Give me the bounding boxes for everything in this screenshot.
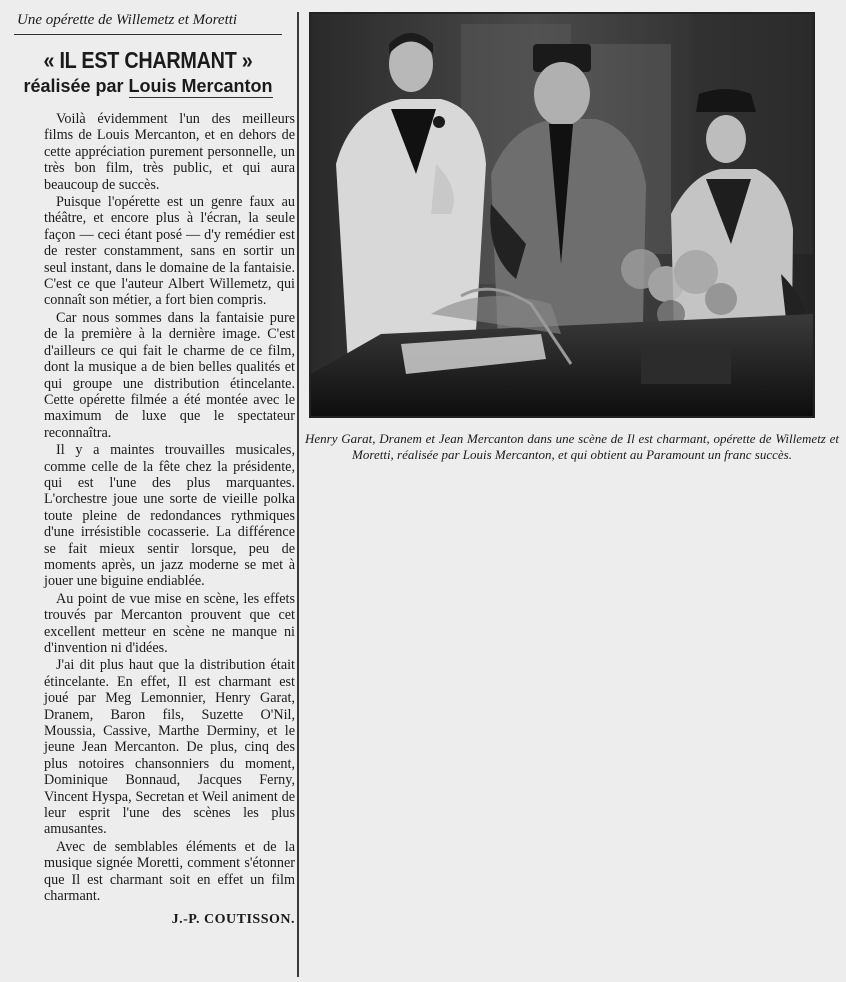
photo-illustration <box>311 14 813 416</box>
film-still-photo <box>309 12 815 418</box>
paragraph: Avec de semblables éléments et de la musique signée Moretti, comment s'étonner que Il est charmant soit en effet un film charmant. <box>44 838 295 905</box>
director-name: Louis Mercanton <box>128 76 273 96</box>
paragraph: Puisque l'opérette est un genre faux au théâtre, et encore plus à l'écran, la seule façon — ceci étant posé — d'y remédier est de rester constamment, sans en sortir un seul instant, dans le domaine de la fantaisie. C'est ce que l'auteur Albert Willemetz, qui connaît son métier, a fort bien compris. <box>44 194 295 309</box>
column-divider <box>297 12 299 977</box>
author-signature: J.-P. COUTISSON. <box>171 911 295 927</box>
paragraph: Car nous sommes dans la fantaisie pure de la première à la dernière image. C'est d'ailleurs ce qui fait le charme de ce film, dont la musique a de bien belles qualités et qui groupe une distribution étincelante. Cette opérette filmée a été montée avec le maximum de luxe que le spectateur reconnaîtra. <box>44 309 295 441</box>
paragraph: J'ai dit plus haut que la distribution était étincelante. En effet, Il est charmant est joué par Meg Lemonnier, Henry Garat, Dranem, Baron fils, Suzette O'Nil, Moussia, Cassive, Marthe Derminy, et le jeune Jean Mercanton. De plus, cinq des plus notoires chansonniers du moment, Dominique Bonnaud, Jacques Ferny, Vincent Hyspa, Secretan et Weil animent de leur esprit l'une des scènes les plus amusantes. <box>44 657 295 838</box>
paragraph: Voilà évidemment l'un des meilleurs films de Louis Mercanton, et en dehors de cette appréciation purement personnelle, un très bon film, très public, et qui aura beaucoup de succès. <box>44 111 295 193</box>
article-title: « IL EST CHARMANT » <box>43 47 253 73</box>
article-kicker: Une opérette de Willemetz et Moretti <box>14 12 282 35</box>
paragraph: Au point de vue mise en scène, les effets trouvés par Mercanton prouvent que cet excellent metteur en scène ne manque ni d'invention ni d'idées. <box>44 590 295 656</box>
article-body <box>44 111 295 928</box>
subtitle-prefix: réalisée par <box>23 76 124 96</box>
photo-caption: Henry Garat, Dranem et Jean Mercanton dans une scène de Il est charmant, opérette de Willemetz et Moretti, réalisée par Louis Mercanton, et qui obtient au Paramount un franc succès. <box>305 431 839 462</box>
article-header <box>14 12 282 99</box>
paragraph: Il y a maintes trouvailles musicales, comme celle de la fête chez la présidente, qui est l'une des plus marquantes. L'orchestre joue une sorte de vieille polka toute pleine de redondances rythmiques d'une irrésistible cocasserie. La différence se fait mieux sentir lorsque, peu de moments après, un jazz moderne se met à jouer une biguine endiablée. <box>44 442 295 590</box>
article-subtitle <box>14 73 282 99</box>
